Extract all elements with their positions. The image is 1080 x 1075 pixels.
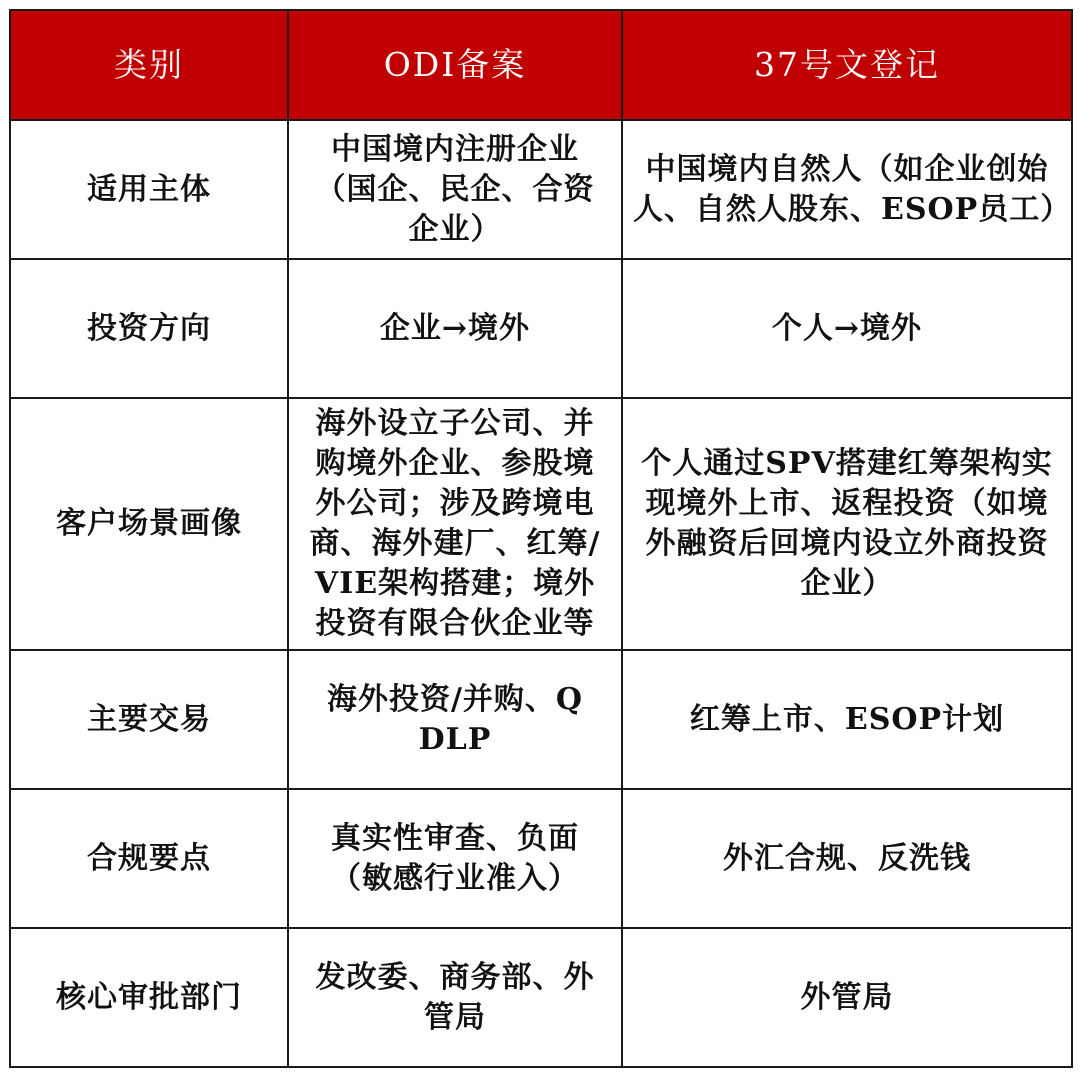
row-label: 适用主体 — [10, 120, 288, 259]
odi-cell: 真实性审查、负面（敏感行业准入） — [288, 789, 622, 928]
header-odi-filing: ODI备案 — [288, 10, 622, 120]
odi-cell: 企业→境外 — [288, 259, 622, 398]
row-label: 核心审批部门 — [10, 928, 288, 1067]
table-row-compliance-points — [10, 789, 1072, 928]
header-circular-37: 37号文登记 — [622, 10, 1072, 120]
table-row-main-transactions — [10, 650, 1072, 789]
odi-cell: 中国境内注册企业（国企、民企、合资企业） — [288, 120, 622, 259]
circular-37-cell: 中国境内自然人（如企业创始人、自然人股东、ESOP员工） — [622, 120, 1072, 259]
circular-37-cell: 外汇合规、反洗钱 — [622, 789, 1072, 928]
table-row-approval-authority — [10, 928, 1072, 1067]
row-label: 合规要点 — [10, 789, 288, 928]
circular-37-cell: 外管局 — [622, 928, 1072, 1067]
row-label: 客户场景画像 — [10, 398, 288, 650]
circular-37-cell: 红筹上市、ESOP计划 — [622, 650, 1072, 789]
odi-cell: 发改委、商务部、外管局 — [288, 928, 622, 1067]
table-row-client-scenario — [10, 398, 1072, 650]
table-header-row — [10, 10, 1072, 120]
table-row-investment-direction — [10, 259, 1072, 398]
circular-37-cell: 个人通过SPV搭建红筹架构实现境外上市、返程投资（如境外融资后回境内设立外商投资企业） — [622, 398, 1072, 650]
odi-cell: 海外投资/并购、QDLP — [288, 650, 622, 789]
odi-cell: 海外设立子公司、并购境外企业、参股境外公司；涉及跨境电商、海外建厂、红筹/VIE架构搭建；境外投资有限合伙企业等 — [288, 398, 622, 650]
circular-37-cell: 个人→境外 — [622, 259, 1072, 398]
comparison-table — [9, 9, 1073, 1068]
row-label: 投资方向 — [10, 259, 288, 398]
header-category: 类别 — [10, 10, 288, 120]
row-label: 主要交易 — [10, 650, 288, 789]
table-row-applicable-subject — [10, 120, 1072, 259]
